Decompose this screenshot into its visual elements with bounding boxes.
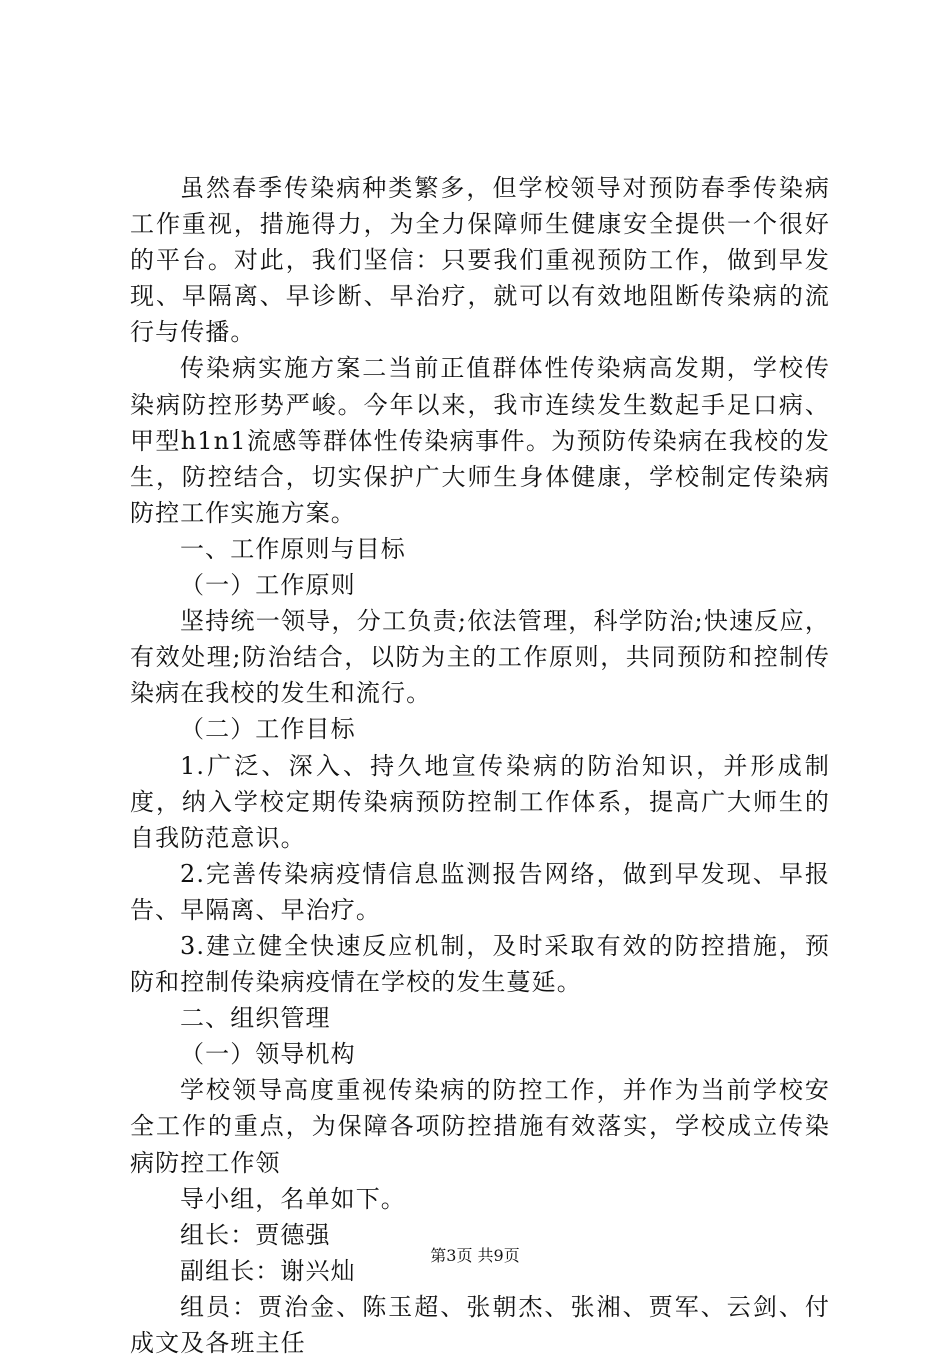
list-item: 2.完善传染病疫情信息监测报告网络，做到早发现、早报告、早隔离、早治疗。 [130,859,830,924]
paragraph: 坚持统一领导，分工负责;依法管理，科学防治;快速反应，有效处理;防治结合，以防为主的工作原则，共同预防和控制传染病在我校的发生和流行。 [130,607,830,708]
paragraph: 导小组，名单如下。 [180,1184,406,1213]
members-line: 组员：贾治金、陈玉超、张朝杰、张湘、贾军、云剑、付成文及各班主任 [130,1292,830,1357]
subsection-heading: （一）工作原则 [180,571,356,600]
list-item: 3.建立健全快速反应机制，及时采取有效的防控措施，预防和控制传染病疫情在学校的发生蔓延。 [130,931,830,997]
deputy-leader-line: 副组长：谢兴灿 [180,1256,356,1285]
leader-line: 组长：贾德强 [180,1220,331,1249]
document-body [130,170,830,1361]
list-item: 1.广泛、深入、持久地宣传染病的防治知识，并形成制度，纳入学校定期传染病预防控制工作体系，提高广大师生的自我防范意识。 [130,751,830,852]
section-heading: 二、组织管理 [180,1004,331,1033]
paragraph: 虽然春季传染病种类繁多，但学校领导对预防春季传染病工作重视，措施得力，为全力保障师生健康安全提供一个很好的平台。对此，我们坚信：只要我们重视预防工作，做到早发现、早隔离、早诊断、早治疗，就可以有效地阻断传染病的流行与传播。 [130,174,830,347]
section-heading: 一、工作原则与目标 [180,534,406,563]
subsection-heading: （一）领导机构 [180,1040,356,1069]
page-number-footer: 第3页 共9页 [430,1246,520,1265]
paragraph: 学校领导高度重视传染病的防控工作，并作为当前学校安全工作的重点，为保障各项防控措施有效落实，学校成立传染病防控工作领 [130,1076,830,1177]
paragraph: 传染病实施方案二当前正值群体性传染病高发期，学校传染病防控形势严峻。今年以来，我市连续发生数起手足口病、甲型h1n1流感等群体性传染病事件。为预防传染病在我校的发生，防控结合，切实保护广大师生身体健康，学校制定传染病防控工作实施方案。 [130,354,830,527]
subsection-heading: （二）工作目标 [180,715,356,744]
